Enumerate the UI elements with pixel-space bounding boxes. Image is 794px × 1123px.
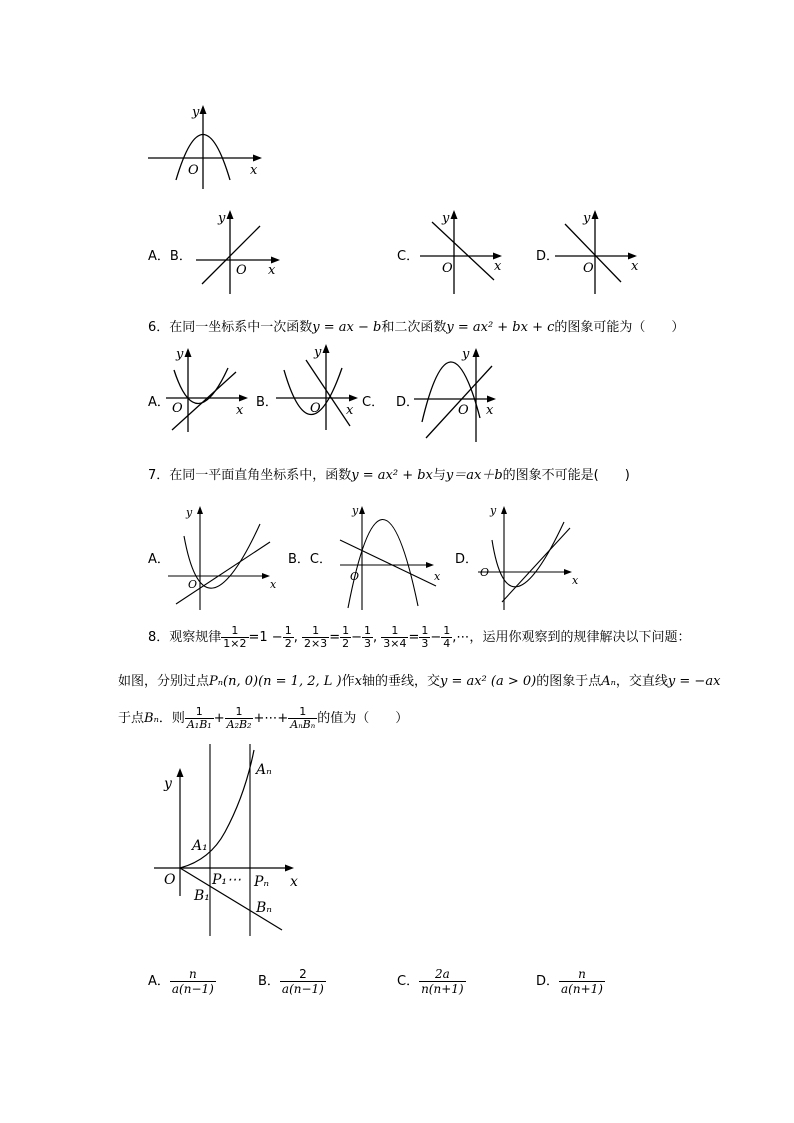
svg-text:x: x — [236, 403, 244, 418]
q8-choice-a[interactable]: A． $\frac{n}{a(n-1)}$ — [148, 967, 214, 996]
q5-option-d-graph — [555, 208, 650, 298]
svg-text:y: y — [352, 504, 359, 517]
q8-stem-line1: 8．观察规律 $\frac{1}{1\times 2}$ =1 − $\frac{1}{2}$ , $\frac{1}{2\times 3}$ = $\frac{1}{2}$ − $\frac{1}{3}$ , $\frac{1}{3\times 4}$ = $\frac{1}{3}$ − $\frac{1}{4}$ ,⋯，运用你观察到的规律解决以下问题： — [148, 624, 691, 650]
q8-choice-d[interactable]: D． $\frac{n}{a(n+1)}$ — [536, 967, 603, 996]
fig-an-label: Aₙ — [256, 762, 272, 778]
svg-text:x: x — [270, 578, 277, 591]
svg-text:y: y — [186, 506, 193, 519]
q6-stem: 6．在同一坐标系中一次函数y = ax − b和二次函数y = ax² + bx + c的图象可能为（ ） — [148, 320, 685, 335]
q7-option-d[interactable]: D． — [455, 552, 479, 567]
fig-p1-label: P₁⋯ — [212, 872, 242, 888]
svg-text:O: O — [480, 566, 490, 579]
q6-option-d-graph — [414, 344, 509, 444]
svg-text:x: x — [494, 259, 502, 274]
q5-option-a[interactable]: A． — [148, 249, 170, 264]
svg-text:y: y — [583, 211, 591, 226]
q6-option-b[interactable]: B． — [256, 395, 278, 410]
svg-text:y: y — [442, 211, 450, 226]
svg-text:x: x — [268, 263, 276, 278]
q8-choice-b[interactable]: B． $\frac{2}{a(n-1)}$ — [258, 967, 324, 996]
svg-text:O: O — [458, 403, 469, 418]
q7-option-d-graph — [478, 502, 588, 612]
svg-text:O: O — [442, 261, 453, 276]
q5-option-a-b-labels[interactable] — [148, 245, 192, 264]
svg-text:x: x — [572, 574, 579, 587]
q6-quadratic-function: y = ax² + bx + c — [446, 320, 555, 335]
q8-choice-c[interactable]: C． $\frac{2a}{n(n+1)}$ — [397, 967, 464, 996]
q5-option-c-graph — [420, 208, 515, 298]
svg-text:O: O — [583, 261, 594, 276]
q6-option-a[interactable]: A． — [148, 395, 170, 410]
fig-y-label: y — [164, 776, 172, 792]
q6-option-d[interactable]: D． — [396, 395, 420, 410]
q6-option-c[interactable]: C． — [362, 395, 385, 410]
svg-text:x: x — [486, 403, 494, 418]
svg-text:y: y — [314, 345, 322, 360]
y-axis-label: y — [192, 105, 200, 120]
q7-option-b-c[interactable]: B．C． — [288, 552, 332, 567]
fig-b1-label: B₁ — [194, 888, 210, 904]
fig-origin-label: O — [164, 872, 176, 888]
svg-text:O: O — [188, 578, 198, 591]
svg-text:x: x — [346, 403, 354, 418]
origin-label: O — [188, 163, 199, 178]
q5-option-c[interactable]: C． — [397, 249, 420, 264]
q7-option-c-graph — [340, 502, 445, 612]
q8-figure — [150, 740, 310, 940]
fig-bn-label: Bₙ — [256, 900, 272, 916]
svg-text:x: x — [631, 259, 639, 274]
svg-text:y: y — [490, 504, 497, 517]
q6-linear-function: y = ax − b — [312, 320, 382, 335]
fig-a1-label: A₁ — [192, 838, 208, 854]
svg-text:O: O — [350, 570, 360, 583]
svg-text:y: y — [176, 347, 184, 362]
q7-linear-function: y＝ax＋b — [445, 468, 503, 483]
svg-text:O: O — [236, 263, 247, 278]
q6-option-a-graph — [166, 346, 256, 436]
q5-option-d[interactable]: D． — [536, 249, 560, 264]
x-axis-label: x — [250, 163, 258, 178]
svg-text:x: x — [434, 570, 441, 583]
q7-option-a-graph — [168, 502, 278, 612]
svg-text:y: y — [218, 211, 226, 226]
q6-option-b-graph — [276, 342, 371, 432]
q7-stem: 7．在同一平面直角坐标系中，函数y = ax² + bx与y＝ax＋b的图象不可能是( ) — [148, 468, 630, 483]
q5-option-b[interactable]: B． — [169, 249, 192, 264]
fig-x-label: x — [290, 874, 298, 890]
fig-pn-label: Pₙ — [254, 874, 270, 890]
q7-option-a[interactable]: A． — [148, 552, 170, 567]
svg-text:O: O — [310, 401, 321, 416]
q8-stem-line2: 如图，分别过点Pₙ(n, 0)(n = 1, 2, L )作x轴的垂线，交y = ax² (a > 0)的图象于点Aₙ，交直线y = −ax — [118, 674, 721, 689]
svg-text:O: O — [172, 401, 183, 416]
svg-text:y: y — [462, 347, 470, 362]
parabola-graph — [148, 104, 268, 194]
q7-quadratic-function: y = ax² + bx — [351, 468, 433, 483]
q5-option-b-graph — [196, 208, 291, 298]
q8-stem-line3: 于点Bₙ．则 $\frac{1}{\text{A₁B₁}}$ + $\frac{1}{\text{A₂B₂}}$ +⋯+ $\frac{1}{\text{AₙBₙ}}$ 的值为（ ） — [118, 705, 409, 731]
